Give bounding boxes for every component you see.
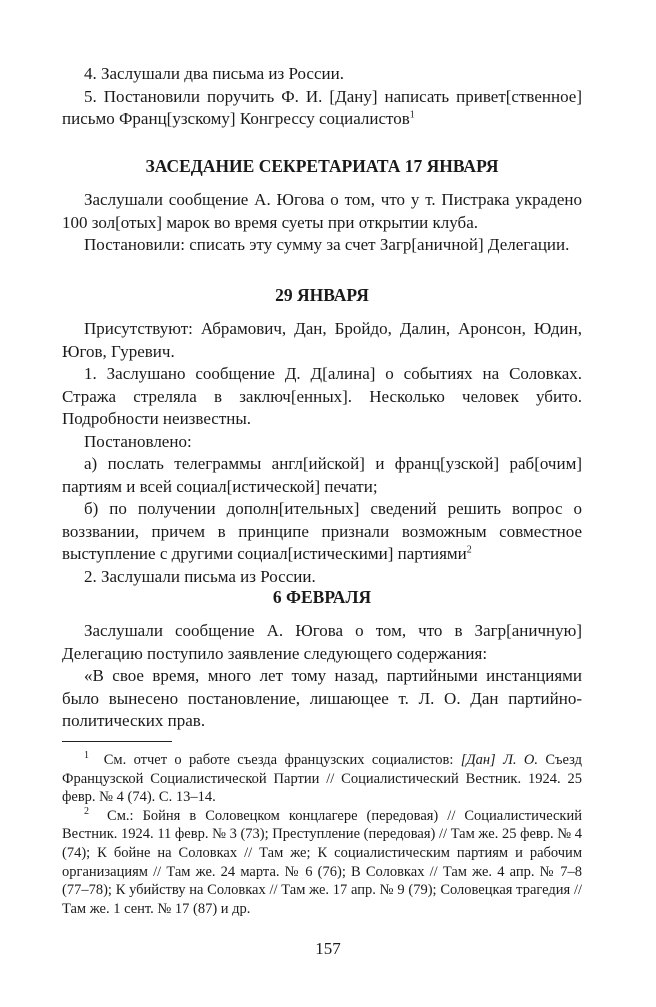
footnote-1-text-c: Съезд Французской Социалистической Партии // Социалистический Вестник. 1924. 25 февр. № 4 (74). С. 13–14.: [62, 752, 582, 806]
jan29-point-a: а) послать телеграммы англ[ийской] и франц[узской] раб[очим] партиям и всей социал[истической] печати;: [62, 454, 582, 496]
footnote-divider: [62, 741, 172, 742]
footnote-2-text: См.: Бойня в Соловецком концлагере (передовая) // Социалистический Вестник. 1924. 11 февр. № 3 (73); Преступление (передовая) // Там же. 25 февр. № 4 (74); К бойне на Соловках // Там же; К социалистическим партиям и рабочим организациям // Там же. 24 марта. № 6 (76); В Соловках // Там же. 4 апр. № 7–8 (77–78); К убийству на Соловках // Там же. 17 апр. № 9 (79); Соловецкая трагедия // Там же. 1 сент. № 17 (87) и др.: [62, 807, 582, 917]
footnote-2: [62, 807, 582, 919]
jan17-paragraph-1: Заслушали сообщение А. Югова о том, что у т. Пистрака украдено 100 зол[отых] марок во время суеты при открытии клуба.: [62, 190, 582, 232]
footnote-2-number: 2: [84, 805, 89, 817]
footnote-1-text-a: См. отчет о работе съезда французских социалистов:: [103, 752, 461, 768]
heading-feb6: 6 ФЕВРАЛЯ: [272, 587, 372, 607]
feb6-paragraph-1: Заслушали сообщение А. Югова о том, что в Загр[аничную] Делегацию поступило заявление следующего содержания:: [62, 621, 582, 663]
jan29-resolved: Постановлено:: [84, 431, 192, 451]
jan29-point-b: [62, 498, 582, 566]
item-4: 4. Заслушали два письма из России.: [84, 64, 344, 83]
jan29-item-1: 1. Заслушано сообщение Д. Д[алина] о событиях на Соловках. Стража стреляла в заключ[енных]. Несколько человек убито. Подробности неизвестны.: [62, 364, 582, 428]
item-5: [62, 86, 582, 131]
section-jan17: [62, 155, 582, 177]
jan29-present: Присутствуют: Абрамович, Дан, Бройдо, Далин, Аронсон, Юдин, Югов, Гуревич.: [62, 319, 582, 361]
feb6-paragraph-2: «В свое время, много лет тому назад, партийными инстанциями было вынесено постановление, лишающее т. Л. О. Дан партийно-политических прав.: [62, 666, 582, 730]
section-jan29-body: [62, 318, 582, 588]
footnote-1: [62, 751, 582, 807]
footnote-ref-1[interactable]: 1: [409, 109, 415, 121]
jan29-point-b-text: б) по получении дополн[ительных] сведений решить вопрос о воззвании, причем в принципе признали возможным совместное выступление с другими социал[истическими] партиями: [62, 499, 582, 563]
heading-jan29: 29 ЯНВАРЯ: [275, 285, 369, 305]
footnote-ref-2[interactable]: 2: [466, 544, 472, 556]
footnote-1-author: [Дан] Л. О.: [460, 752, 538, 768]
footnotes: [62, 751, 582, 918]
section-jan29: [62, 284, 582, 306]
page-number: 157: [315, 939, 341, 958]
top-items: [62, 63, 582, 131]
heading-jan17: ЗАСЕДАНИЕ СЕКРЕТАРИАТА 17 ЯНВАРЯ: [145, 156, 499, 176]
jan29-item-2: 2. Заслушали письма из России.: [84, 566, 316, 586]
item-5-text: 5. Постановили поручить Ф. И. [Дану] написать привет[ственное] письмо Франц[узскому] Конгрессу социалистов: [62, 86, 582, 128]
section-feb6: [62, 586, 582, 608]
footnote-1-number: 1: [84, 750, 89, 762]
jan17-paragraph-2: Постановили: списать эту сумму за счет Загр[аничной] Делегации.: [84, 235, 570, 254]
section-jan17-body: [62, 189, 582, 257]
section-feb6-body: [62, 620, 582, 733]
